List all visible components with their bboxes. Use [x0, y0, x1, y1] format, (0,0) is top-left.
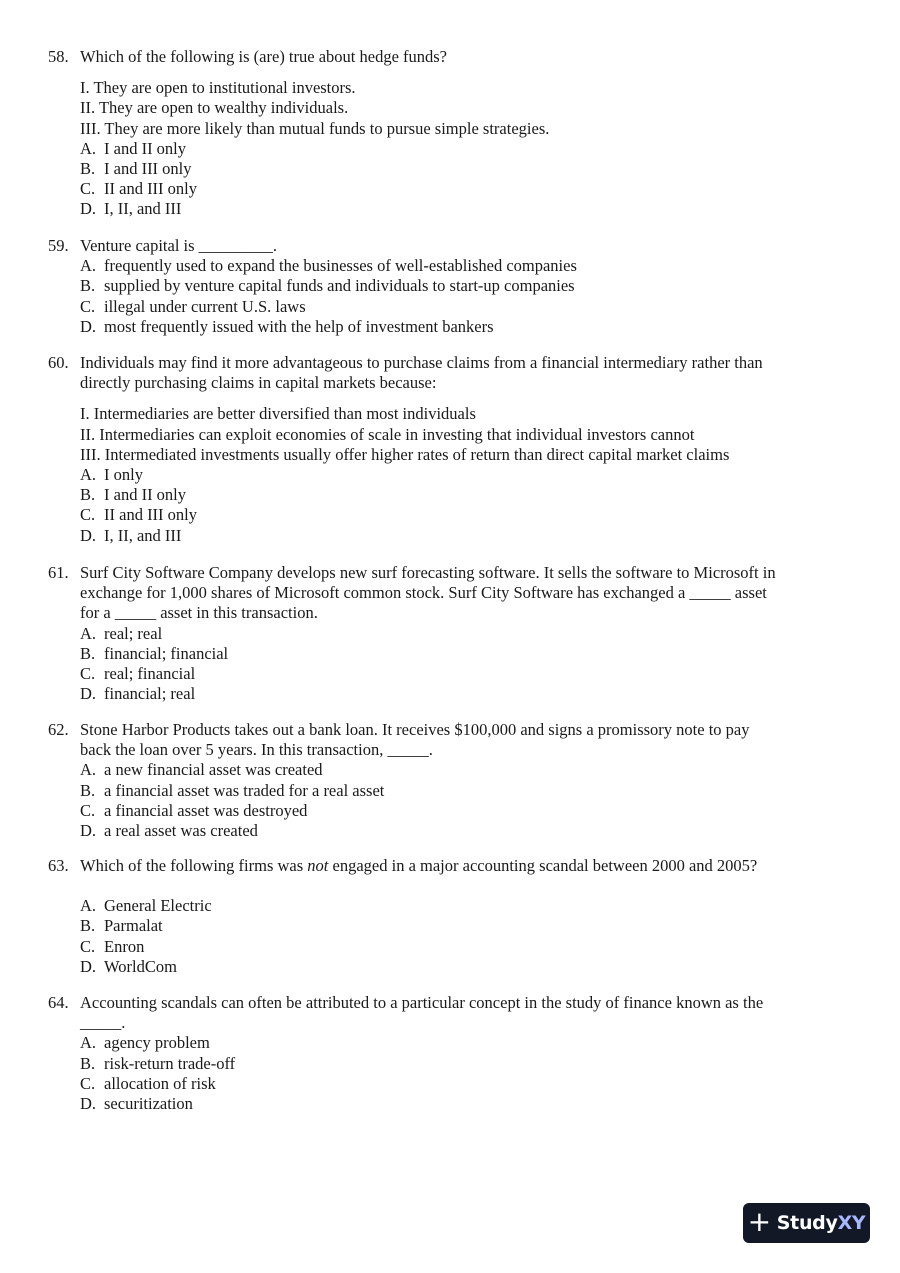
- option-b: B. Parmalat: [80, 916, 163, 936]
- question-number: 58.: [48, 47, 69, 66]
- option-a: A. I only: [80, 465, 143, 485]
- studyxy-logo: [743, 1203, 870, 1243]
- option-d: D. I, II, and III: [80, 525, 182, 545]
- option-d: D. financial; real: [80, 684, 196, 704]
- statement: II. Intermediaries can exploit economies of scale in investing that individual investors cannot: [80, 424, 695, 444]
- option-c: C. real; financial: [80, 664, 196, 684]
- question-63: [48, 856, 848, 977]
- option-c: C. Enron: [80, 936, 145, 956]
- question-stem: Which of the following is (are) true about hedge funds?: [80, 47, 448, 66]
- question-number: 62.: [48, 720, 69, 739]
- option-a: A. I and II only: [80, 138, 187, 158]
- option-b: B. I and III only: [80, 159, 192, 179]
- option-list: [48, 1033, 848, 1114]
- option-list: [48, 465, 848, 546]
- option-b: B. risk-return trade-off: [80, 1053, 236, 1073]
- question-stem: Surf City Software Company develops new surf forecasting software. It sells the software to Microsoft in exchange for 1,000 shares of Microsoft common stock. Surf City Software has exchanged a _____ asset for a _____ asset in this transaction.: [80, 563, 776, 623]
- statement-list: [48, 404, 848, 465]
- option-a: A. frequently used to expand the businesses of well-established companies: [80, 256, 577, 276]
- question-number: 60.: [48, 353, 69, 372]
- option-b: B. a financial asset was traded for a real asset: [80, 780, 385, 800]
- question-stem: Venture capital is _________.: [80, 236, 278, 255]
- question-stem: Stone Harbor Products takes out a bank loan. It receives $100,000 and signs a promissory note to pay back the loan over 5 years. In this transaction, _____.: [80, 720, 750, 760]
- option-b: B. I and II only: [80, 485, 187, 505]
- option-c: C. II and III only: [80, 179, 198, 199]
- statement: I. They are open to institutional investors.: [80, 78, 356, 98]
- plus-icon: +: [747, 1205, 771, 1238]
- option-d: D. most frequently issued with the help of investment bankers: [80, 316, 494, 336]
- question-number: 61.: [48, 563, 69, 582]
- option-d: D. I, II, and III: [80, 199, 182, 219]
- option-list: [48, 139, 848, 220]
- statement-list: [48, 78, 848, 139]
- option-a: A. real; real: [80, 623, 163, 643]
- option-list: [48, 760, 848, 841]
- option-c: C. illegal under current U.S. laws: [80, 296, 306, 316]
- question-stem: Accounting scandals can often be attributed to a particular concept in the study of finance known as the _____.: [80, 993, 764, 1033]
- option-a: A. General Electric: [80, 896, 212, 916]
- option-b: B. supplied by venture capital funds and individuals to start-up companies: [80, 276, 575, 296]
- option-a: A. agency problem: [80, 1033, 210, 1053]
- statement: III. Intermediated investments usually offer higher rates of return than direct capital market claims: [80, 444, 730, 464]
- statement: III. They are more likely than mutual funds to pursue simple strategies.: [80, 118, 550, 138]
- option-d: D. a real asset was created: [80, 821, 258, 841]
- option-a: A. a new financial asset was created: [80, 760, 323, 780]
- question-stem: Which of the following firms was not engaged in a major accounting scandal between 2000 and 2005?: [80, 856, 758, 875]
- option-list: [48, 624, 848, 705]
- question-64: [48, 993, 848, 1114]
- question-60: [48, 353, 848, 546]
- question-62: [48, 720, 848, 841]
- question-number: 59.: [48, 236, 69, 255]
- brand-name: StudyXY: [776, 1211, 866, 1234]
- option-c: C. a financial asset was destroyed: [80, 800, 308, 820]
- option-list: [48, 256, 848, 337]
- statement: I. Intermediaries are better diversified than most individuals: [80, 404, 476, 424]
- question-stem: Individuals may find it more advantageous to purchase claims from a financial intermediary rather than directly purchasing claims in capital markets because:: [80, 353, 763, 393]
- option-list: [48, 896, 848, 977]
- question-61: [48, 563, 848, 704]
- question-58: [48, 47, 848, 220]
- statement: II. They are open to wealthy individuals.: [80, 98, 349, 118]
- question-number: 64.: [48, 993, 69, 1012]
- option-c: C. allocation of risk: [80, 1073, 216, 1093]
- question-number: 63.: [48, 856, 69, 875]
- option-d: D. securitization: [80, 1094, 193, 1114]
- option-c: C. II and III only: [80, 505, 198, 525]
- question-59: [48, 236, 848, 337]
- option-b: B. financial; financial: [80, 643, 229, 663]
- option-d: D. WorldCom: [80, 956, 177, 976]
